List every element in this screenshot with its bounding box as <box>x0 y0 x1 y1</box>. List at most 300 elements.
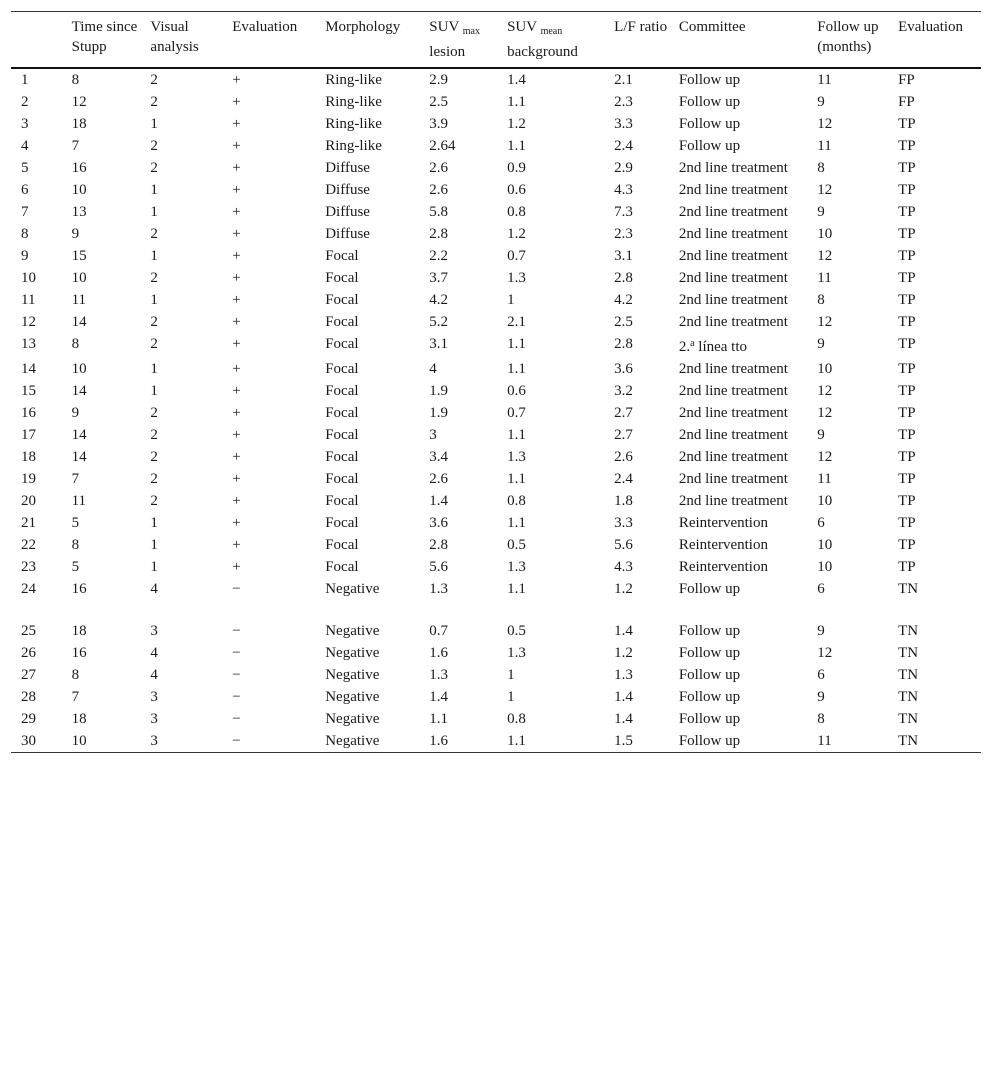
table-body <box>11 68 981 753</box>
table-row <box>11 512 981 534</box>
cell-visual-analysis: 2 <box>150 471 158 487</box>
header-suv-max <box>429 12 507 69</box>
cell-lf-ratio: 2.5 <box>614 314 633 330</box>
cell-suv-mean: 1.1 <box>507 336 526 352</box>
cell-committee: 2nd line treatment <box>678 270 788 286</box>
cell-morphology: Negative <box>325 667 380 683</box>
cell-suv-mean: 1.3 <box>507 449 526 465</box>
cell-lf-ratio: 3.2 <box>614 383 633 399</box>
cell-case-number: 11 <box>21 292 36 308</box>
cell-case-number: 15 <box>21 383 36 399</box>
cell-morphology: Focal <box>325 427 359 443</box>
cell-suv-max: 2.6 <box>429 160 449 176</box>
cell-morphology: Focal <box>325 471 359 487</box>
cell-suv-mean: 2.1 <box>507 314 526 330</box>
cell-evaluation-final: TP <box>898 405 916 421</box>
cell-case-number: 24 <box>21 581 36 597</box>
table-row <box>11 468 981 490</box>
header-suv-mean <box>507 12 614 69</box>
cell-lf-ratio: 2.7 <box>614 427 633 443</box>
cell-time-since-stupp: 10 <box>71 733 87 749</box>
cell-case-number: 29 <box>21 711 36 727</box>
suv-max-label: SUV <box>429 19 460 35</box>
cell-case-number: 21 <box>21 515 36 531</box>
cell-evaluation-final: TP <box>898 270 916 286</box>
cell-visual-analysis: 3 <box>150 689 158 705</box>
cell-visual-analysis: 3 <box>150 623 158 639</box>
cell-evaluation: + <box>232 116 241 132</box>
cell-evaluation-final: TP <box>898 361 916 377</box>
cell-morphology: Focal <box>325 383 359 399</box>
cell-evaluation: + <box>232 471 241 487</box>
cell-suv-mean: 0.5 <box>507 537 526 553</box>
cell-time-since-stupp: 8 <box>71 667 80 683</box>
cell-evaluation: + <box>232 204 241 220</box>
cell-evaluation: + <box>232 94 241 110</box>
cell-evaluation: + <box>232 361 241 377</box>
cell-time-since-stupp: 10 <box>71 361 87 377</box>
suv-mean-label: SUV <box>507 19 537 35</box>
table-row <box>11 708 981 730</box>
cell-lf-ratio: 4.3 <box>614 182 633 198</box>
cell-visual-analysis: 2 <box>150 138 158 154</box>
cell-evaluation: + <box>232 515 241 531</box>
cell-time-since-stupp: 8 <box>71 537 80 553</box>
cell-evaluation-final: TP <box>898 493 916 509</box>
cell-evaluation-final: TP <box>898 471 916 487</box>
cell-lf-ratio: 1.4 <box>614 689 633 705</box>
cell-visual-analysis: 2 <box>150 226 158 242</box>
cell-morphology: Negative <box>325 623 380 639</box>
cell-suv-max: 4 <box>429 361 437 377</box>
cell-evaluation: + <box>232 72 241 88</box>
cell-lf-ratio: 3.1 <box>614 248 633 264</box>
cell-visual-analysis: 4 <box>150 667 158 683</box>
cell-committee: 2nd line treatment <box>678 182 788 198</box>
cell-follow-up: 11 <box>817 471 832 487</box>
cell-evaluation: + <box>232 270 241 286</box>
cell-evaluation: + <box>232 427 241 443</box>
cell-lf-ratio: 3.6 <box>614 361 633 377</box>
cell-suv-mean: 1.1 <box>507 581 526 597</box>
cell-suv-max: 1.1 <box>429 711 449 727</box>
cell-follow-up: 12 <box>817 645 833 661</box>
cell-suv-max: 1.3 <box>429 667 449 683</box>
cell-morphology: Diffuse <box>325 160 370 176</box>
header-time-since-stupp: Time since Stupp <box>71 19 138 55</box>
cell-visual-analysis: 1 <box>150 559 158 575</box>
table-row <box>11 664 981 686</box>
cell-suv-max: 2.2 <box>429 248 449 264</box>
cell-time-since-stupp: 8 <box>71 72 80 88</box>
cell-committee: Follow up <box>678 94 741 110</box>
table-row <box>11 157 981 179</box>
cell-case-number: 9 <box>21 248 29 264</box>
cell-follow-up: 9 <box>817 336 825 352</box>
table-row <box>11 223 981 245</box>
cell-evaluation-final: TP <box>898 559 916 575</box>
cell-suv-max: 3 <box>429 427 437 443</box>
cell-case-number: 26 <box>21 645 36 661</box>
cell-case-number: 12 <box>21 314 36 330</box>
cell-visual-analysis: 2 <box>150 493 158 509</box>
cell-time-since-stupp: 16 <box>71 645 87 661</box>
cell-lf-ratio: 2.4 <box>614 471 633 487</box>
cell-lf-ratio: 1.2 <box>614 581 633 597</box>
cell-suv-max: 1.9 <box>429 383 449 399</box>
cell-follow-up: 8 <box>817 292 825 308</box>
cell-evaluation-final: TP <box>898 248 916 264</box>
cell-follow-up: 10 <box>817 537 833 553</box>
cell-case-number: 1 <box>21 72 29 88</box>
table-row <box>11 556 981 578</box>
cell-follow-up: 9 <box>817 94 825 110</box>
cell-evaluation-final: TP <box>898 515 916 531</box>
cell-evaluation-final: TN <box>898 711 919 727</box>
cell-case-number: 13 <box>21 336 36 352</box>
cell-case-number: 14 <box>21 361 36 377</box>
cell-committee: 2nd line treatment <box>678 471 788 487</box>
cell-visual-analysis: 4 <box>150 581 158 597</box>
cell-visual-analysis: 2 <box>150 72 158 88</box>
table-row <box>11 267 981 289</box>
cell-morphology: Diffuse <box>325 226 370 242</box>
cell-lf-ratio: 1.4 <box>614 623 633 639</box>
cell-evaluation: − <box>232 645 241 661</box>
cell-time-since-stupp: 7 <box>71 689 80 705</box>
cell-committee: 2nd line treatment <box>678 449 788 465</box>
cell-committee: Follow up <box>678 623 741 639</box>
cell-morphology: Focal <box>325 314 359 330</box>
cell-committee: Follow up <box>678 72 741 88</box>
cell-follow-up: 12 <box>817 116 833 132</box>
cell-follow-up: 10 <box>817 559 833 575</box>
cell-morphology: Ring-like <box>325 116 382 132</box>
cell-case-number: 17 <box>21 427 36 443</box>
cell-morphology: Focal <box>325 537 359 553</box>
cell-time-since-stupp: 14 <box>71 383 87 399</box>
cell-evaluation-final: TP <box>898 537 916 553</box>
cell-evaluation: + <box>232 405 241 421</box>
cell-suv-mean: 1.1 <box>507 515 526 531</box>
cell-follow-up: 10 <box>817 493 833 509</box>
cell-committee: Follow up <box>678 138 741 154</box>
cell-evaluation: − <box>232 711 241 727</box>
suv-mean-background: background <box>507 44 578 60</box>
cell-committee: Reintervention <box>678 537 768 553</box>
cell-case-number: 22 <box>21 537 36 553</box>
cell-suv-max: 2.6 <box>429 471 449 487</box>
cell-time-since-stupp: 11 <box>71 493 87 509</box>
table-row <box>11 91 981 113</box>
table-header-row <box>11 12 981 69</box>
cell-lf-ratio: 2.4 <box>614 138 633 154</box>
table-row <box>11 135 981 157</box>
cell-morphology: Negative <box>325 581 380 597</box>
cell-case-number: 7 <box>21 204 29 220</box>
cell-case-number: 18 <box>21 449 36 465</box>
cell-suv-max: 3.4 <box>429 449 449 465</box>
cell-time-since-stupp: 14 <box>71 449 87 465</box>
cell-visual-analysis: 2 <box>150 160 158 176</box>
cell-lf-ratio: 3.3 <box>614 116 633 132</box>
cell-evaluation-final: TP <box>898 292 916 308</box>
data-table-container <box>11 11 981 753</box>
cell-case-number: 8 <box>21 226 29 242</box>
cell-lf-ratio: 2.1 <box>614 72 633 88</box>
cell-suv-mean: 0.9 <box>507 160 526 176</box>
cell-evaluation: + <box>232 314 241 330</box>
cell-committee: 2nd line treatment <box>678 405 788 421</box>
cell-time-since-stupp: 9 <box>71 226 80 242</box>
cell-suv-max: 0.7 <box>429 623 449 639</box>
cell-time-since-stupp: 14 <box>71 427 87 443</box>
cell-committee: Follow up <box>678 689 741 705</box>
cell-follow-up: 11 <box>817 72 832 88</box>
cell-evaluation-final: TP <box>898 427 916 443</box>
cell-committee: Follow up <box>678 667 741 683</box>
cell-case-number: 2 <box>21 94 29 110</box>
cell-follow-up: 12 <box>817 449 833 465</box>
cell-committee: 2nd line treatment <box>678 226 788 242</box>
cell-suv-max: 2.64 <box>429 138 456 154</box>
table-row <box>11 686 981 708</box>
cell-time-since-stupp: 12 <box>71 94 87 110</box>
table-row <box>11 730 981 753</box>
cell-visual-analysis: 2 <box>150 405 158 421</box>
cell-follow-up: 9 <box>817 689 825 705</box>
table-row <box>11 490 981 512</box>
cell-time-since-stupp: 7 <box>71 138 80 154</box>
cell-suv-mean: 0.7 <box>507 405 526 421</box>
cell-suv-max: 1.9 <box>429 405 449 421</box>
cell-time-since-stupp: 13 <box>71 204 87 220</box>
cell-suv-mean: 1.1 <box>507 361 526 377</box>
cell-visual-analysis: 2 <box>150 94 158 110</box>
cell-evaluation-final: TN <box>898 623 919 639</box>
results-table <box>11 11 981 753</box>
cell-suv-max: 3.6 <box>429 515 449 531</box>
cell-evaluation: − <box>232 581 241 597</box>
cell-lf-ratio: 2.7 <box>614 405 633 421</box>
cell-suv-mean: 0.7 <box>507 248 526 264</box>
suv-max-lesion: lesion <box>429 44 466 60</box>
cell-follow-up: 9 <box>817 204 825 220</box>
cell-follow-up: 12 <box>817 383 833 399</box>
cell-committee: 2nd line treatment <box>678 248 788 264</box>
cell-lf-ratio: 1.5 <box>614 733 633 749</box>
cell-visual-analysis: 1 <box>150 515 158 531</box>
cell-suv-mean: 0.5 <box>507 623 526 639</box>
cell-morphology: Focal <box>325 405 359 421</box>
cell-follow-up: 8 <box>817 711 825 727</box>
cell-evaluation-final: FP <box>898 94 915 110</box>
header-morphology: Morphology <box>325 19 401 35</box>
cell-committee: Reintervention <box>678 515 768 531</box>
table-row <box>11 402 981 424</box>
cell-morphology: Focal <box>325 493 359 509</box>
cell-suv-mean: 1 <box>507 667 515 683</box>
cell-evaluation: + <box>232 449 241 465</box>
cell-suv-mean: 1.2 <box>507 116 526 132</box>
cell-evaluation: + <box>232 226 241 242</box>
cell-suv-mean: 1.1 <box>507 94 526 110</box>
cell-visual-analysis: 2 <box>150 449 158 465</box>
table-row <box>11 201 981 223</box>
cell-suv-max: 2.8 <box>429 537 449 553</box>
cell-follow-up: 11 <box>817 270 832 286</box>
header-follow-up: Follow up (months) <box>817 19 879 55</box>
cell-visual-analysis: 4 <box>150 645 158 661</box>
cell-morphology: Focal <box>325 292 359 308</box>
cell-evaluation: + <box>232 182 241 198</box>
cell-suv-max: 5.8 <box>429 204 449 220</box>
cell-morphology: Negative <box>325 711 380 727</box>
table-row <box>11 179 981 201</box>
cell-case-number: 3 <box>21 116 29 132</box>
cell-case-number: 27 <box>21 667 36 683</box>
cell-case-number: 25 <box>21 623 36 639</box>
cell-evaluation-final: TN <box>898 667 919 683</box>
cell-morphology: Focal <box>325 449 359 465</box>
suv-max-subscript: max <box>462 26 480 37</box>
cell-time-since-stupp: 18 <box>71 711 87 727</box>
cell-visual-analysis: 3 <box>150 711 158 727</box>
cell-evaluation-final: TP <box>898 182 916 198</box>
cell-lf-ratio: 1.4 <box>614 711 633 727</box>
cell-lf-ratio: 3.3 <box>614 515 633 531</box>
cell-case-number: 23 <box>21 559 36 575</box>
cell-morphology: Focal <box>325 515 359 531</box>
cell-time-since-stupp: 11 <box>71 292 87 308</box>
cell-evaluation-final: TP <box>898 449 916 465</box>
cell-evaluation-final: TN <box>898 645 919 661</box>
cell-morphology: Negative <box>325 689 380 705</box>
cell-case-number: 6 <box>21 182 29 198</box>
header-committee: Committee <box>678 19 746 35</box>
cell-evaluation: + <box>232 537 241 553</box>
cell-suv-max: 1.4 <box>429 689 449 705</box>
cell-morphology: Focal <box>325 336 359 352</box>
cell-time-since-stupp: 5 <box>71 515 80 531</box>
table-row <box>11 113 981 135</box>
table-row <box>11 534 981 556</box>
cell-visual-analysis: 1 <box>150 537 158 553</box>
cell-time-since-stupp: 16 <box>71 160 87 176</box>
cell-follow-up: 9 <box>817 623 825 639</box>
table-row <box>11 578 981 620</box>
cell-evaluation: − <box>232 623 241 639</box>
cell-time-since-stupp: 14 <box>71 314 87 330</box>
cell-visual-analysis: 1 <box>150 248 158 264</box>
header-case <box>11 12 72 69</box>
cell-lf-ratio: 2.3 <box>614 94 633 110</box>
cell-evaluation: + <box>232 383 241 399</box>
suv-mean-subscript: mean <box>540 26 563 37</box>
cell-case-number: 30 <box>21 733 36 749</box>
cell-suv-mean: 1.3 <box>507 645 526 661</box>
cell-suv-max: 3.7 <box>429 270 449 286</box>
cell-committee: 2nd line treatment <box>678 493 788 509</box>
cell-committee: Reintervention <box>678 559 768 575</box>
cell-follow-up: 6 <box>817 667 825 683</box>
cell-visual-analysis: 2 <box>150 270 158 286</box>
cell-visual-analysis: 1 <box>150 182 158 198</box>
cell-suv-max: 1.4 <box>429 493 449 509</box>
cell-evaluation: + <box>232 248 241 264</box>
cell-committee: 2nd line treatment <box>678 383 788 399</box>
cell-suv-mean: 1 <box>507 689 515 705</box>
cell-evaluation-final: TN <box>898 733 919 749</box>
cell-morphology: Ring-like <box>325 94 382 110</box>
cell-suv-max: 2.5 <box>429 94 449 110</box>
cell-suv-mean: 0.8 <box>507 711 526 727</box>
cell-committee: Follow up <box>678 581 741 597</box>
cell-morphology: Focal <box>325 248 359 264</box>
cell-follow-up: 12 <box>817 314 833 330</box>
cell-evaluation: − <box>232 733 241 749</box>
cell-committee: 2nd line treatment <box>678 361 788 377</box>
cell-lf-ratio: 7.3 <box>614 204 633 220</box>
cell-suv-max: 4.2 <box>429 292 449 308</box>
cell-suv-mean: 1.4 <box>507 72 526 88</box>
cell-suv-mean: 1.3 <box>507 559 526 575</box>
cell-morphology: Ring-like <box>325 72 382 88</box>
cell-case-number: 4 <box>21 138 29 154</box>
cell-suv-max: 5.2 <box>429 314 449 330</box>
cell-time-since-stupp: 8 <box>71 336 80 352</box>
cell-morphology: Focal <box>325 559 359 575</box>
cell-suv-mean: 0.8 <box>507 204 526 220</box>
cell-evaluation-final: TP <box>898 226 916 242</box>
cell-lf-ratio: 2.6 <box>614 449 633 465</box>
header-visual-analysis: Visual analysis <box>150 19 199 55</box>
cell-morphology: Negative <box>325 733 380 749</box>
cell-time-since-stupp: 9 <box>71 405 80 421</box>
cell-committee: 2nd line treatment <box>678 204 788 220</box>
cell-follow-up: 10 <box>817 361 833 377</box>
cell-evaluation: + <box>232 559 241 575</box>
cell-morphology: Focal <box>325 361 359 377</box>
cell-suv-mean: 1.1 <box>507 427 526 443</box>
table-row <box>11 311 981 333</box>
cell-committee: Follow up <box>678 733 741 749</box>
superscript-a: a <box>690 338 695 349</box>
cell-morphology: Negative <box>325 645 380 661</box>
cell-suv-mean: 1.2 <box>507 226 526 242</box>
cell-case-number: 19 <box>21 471 36 487</box>
table-row <box>11 289 981 311</box>
cell-morphology: Diffuse <box>325 204 370 220</box>
header-evaluation: Evaluation <box>232 19 298 35</box>
cell-evaluation-final: TP <box>898 314 916 330</box>
cell-follow-up: 9 <box>817 427 825 443</box>
cell-time-since-stupp: 16 <box>71 581 87 597</box>
cell-suv-max: 5.6 <box>429 559 449 575</box>
cell-committee: 2nd line treatment <box>678 314 788 330</box>
cell-visual-analysis: 2 <box>150 314 158 330</box>
cell-suv-mean: 1.1 <box>507 733 526 749</box>
cell-evaluation-final: TN <box>898 689 919 705</box>
cell-evaluation: + <box>232 336 241 352</box>
cell-morphology: Diffuse <box>325 182 370 198</box>
cell-evaluation-final: TP <box>898 383 916 399</box>
cell-case-number: 20 <box>21 493 36 509</box>
cell-lf-ratio: 2.8 <box>614 336 633 352</box>
table-row <box>11 446 981 468</box>
cell-case-number: 16 <box>21 405 36 421</box>
cell-follow-up: 10 <box>817 226 833 242</box>
